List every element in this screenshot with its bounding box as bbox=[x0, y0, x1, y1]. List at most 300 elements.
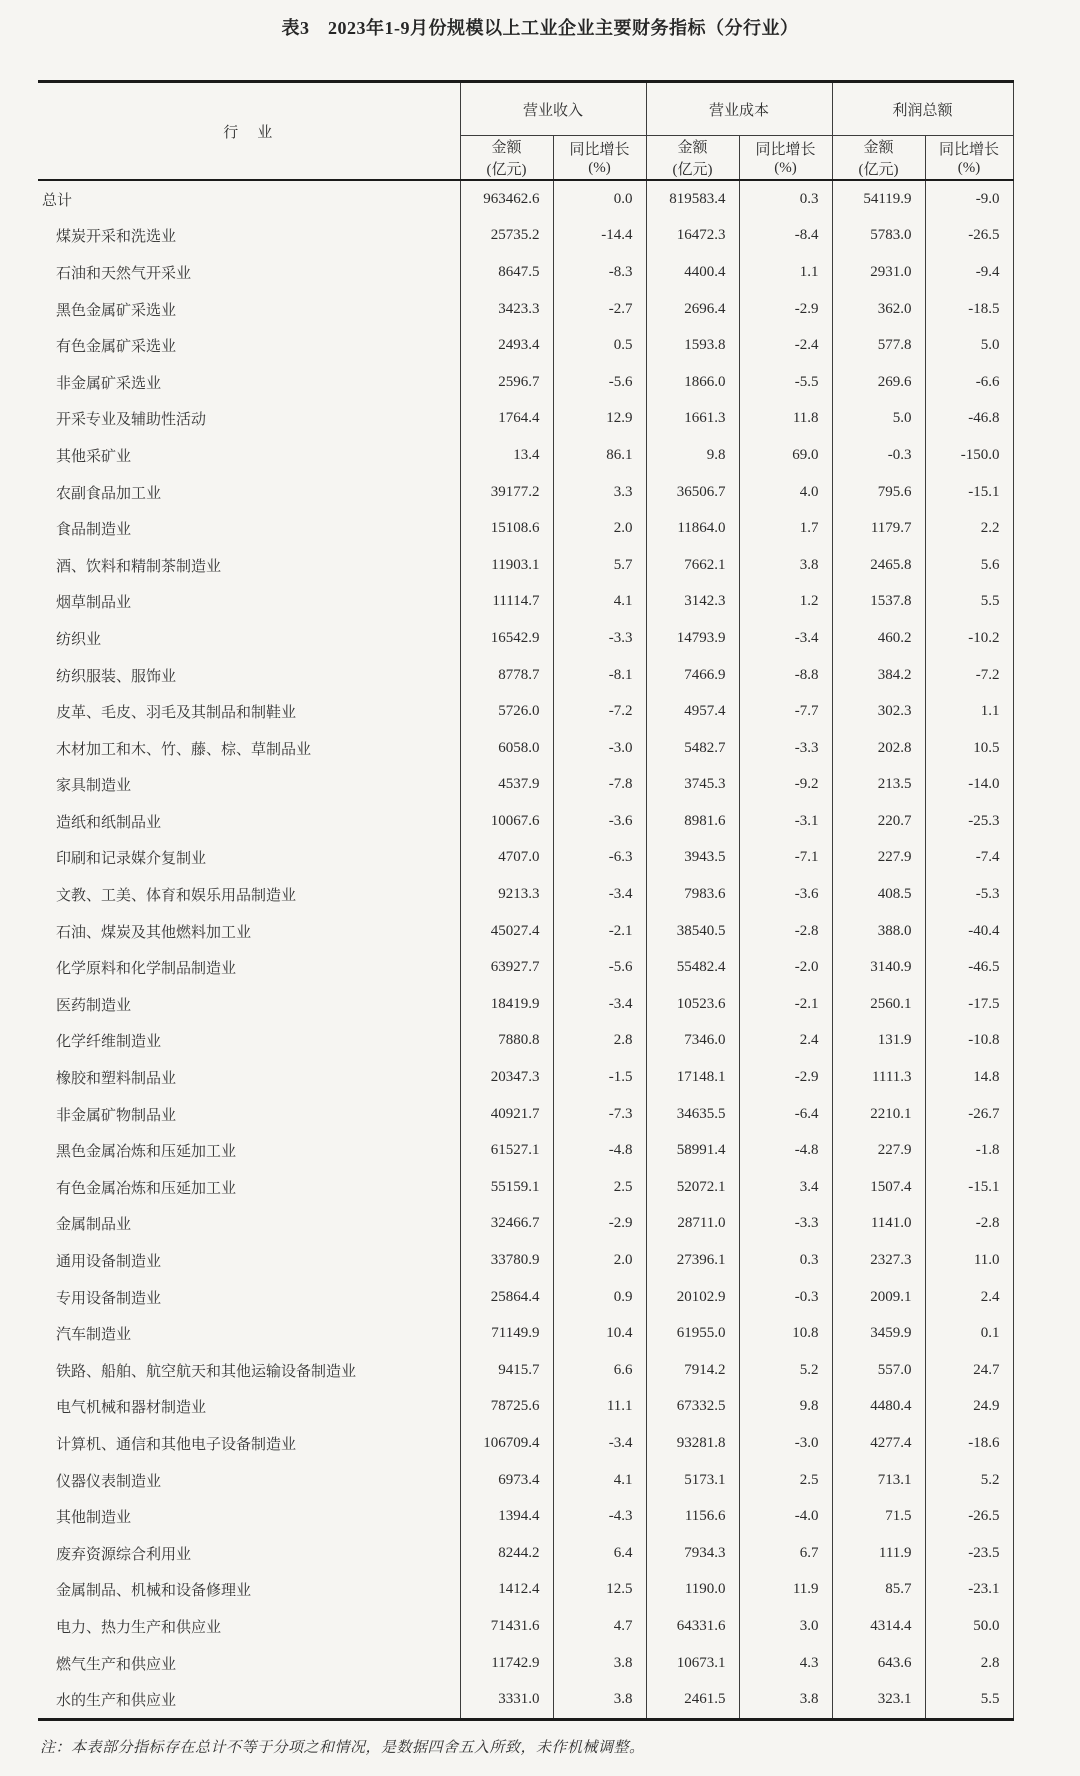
value-cell: -7.2 bbox=[925, 657, 1013, 694]
value-cell: 5.6 bbox=[925, 547, 1013, 584]
value-cell: 4537.9 bbox=[460, 767, 553, 804]
financial-indicators-table bbox=[38, 80, 1014, 1721]
value-cell: 460.2 bbox=[832, 620, 925, 657]
industry-name-cell: 电力、热力生产和供应业 bbox=[38, 1608, 460, 1645]
value-cell: 323.1 bbox=[832, 1681, 925, 1719]
industry-name-cell: 石油和天然气开采业 bbox=[38, 254, 460, 291]
value-cell: 106709.4 bbox=[460, 1425, 553, 1462]
value-cell: 50.0 bbox=[925, 1608, 1013, 1645]
value-cell: 10.5 bbox=[925, 730, 1013, 767]
value-cell: 11.1 bbox=[553, 1389, 646, 1426]
value-cell: 4400.4 bbox=[646, 254, 739, 291]
value-cell: -2.1 bbox=[553, 913, 646, 950]
header-sub-growth: 同比增长 (%) bbox=[739, 136, 832, 181]
table-body bbox=[38, 180, 1013, 1719]
value-cell: 45027.4 bbox=[460, 913, 553, 950]
table-row bbox=[38, 1352, 1013, 1389]
value-cell: 69.0 bbox=[739, 437, 832, 474]
table-row bbox=[38, 1242, 1013, 1279]
table-row bbox=[38, 1206, 1013, 1243]
value-cell: 14793.9 bbox=[646, 620, 739, 657]
value-cell: 577.8 bbox=[832, 327, 925, 364]
value-cell: -18.6 bbox=[925, 1425, 1013, 1462]
value-cell: -14.0 bbox=[925, 767, 1013, 804]
industry-name-cell: 文教、工美、体育和娱乐用品制造业 bbox=[38, 876, 460, 913]
table-row bbox=[38, 840, 1013, 877]
value-cell: 0.0 bbox=[553, 180, 646, 218]
value-cell: 713.1 bbox=[832, 1462, 925, 1499]
value-cell: 131.9 bbox=[832, 1023, 925, 1060]
value-cell: 10523.6 bbox=[646, 986, 739, 1023]
value-cell: 0.3 bbox=[739, 180, 832, 218]
value-cell: 2696.4 bbox=[646, 291, 739, 328]
value-cell: 3.8 bbox=[739, 1681, 832, 1719]
value-cell: 0.5 bbox=[553, 327, 646, 364]
table-row bbox=[38, 1425, 1013, 1462]
value-cell: 6058.0 bbox=[460, 730, 553, 767]
industry-name-cell: 燃气生产和供应业 bbox=[38, 1645, 460, 1682]
industry-name-cell: 通用设备制造业 bbox=[38, 1242, 460, 1279]
value-cell: 64331.6 bbox=[646, 1608, 739, 1645]
table-row bbox=[38, 547, 1013, 584]
industry-name-cell: 金属制品、机械和设备修理业 bbox=[38, 1572, 460, 1609]
value-cell: 0.3 bbox=[739, 1242, 832, 1279]
value-cell: -15.1 bbox=[925, 1169, 1013, 1206]
industry-name-cell: 其他采矿业 bbox=[38, 437, 460, 474]
value-cell: -4.3 bbox=[553, 1498, 646, 1535]
industry-name-cell: 汽车制造业 bbox=[38, 1315, 460, 1352]
value-cell: 8647.5 bbox=[460, 254, 553, 291]
value-cell: 1394.4 bbox=[460, 1498, 553, 1535]
value-cell: 6.4 bbox=[553, 1535, 646, 1572]
value-cell: 3943.5 bbox=[646, 840, 739, 877]
table-row bbox=[38, 1608, 1013, 1645]
value-cell: 2.4 bbox=[925, 1279, 1013, 1316]
value-cell: 5783.0 bbox=[832, 218, 925, 255]
industry-name-cell: 非金属矿物制品业 bbox=[38, 1096, 460, 1133]
value-cell: 10673.1 bbox=[646, 1645, 739, 1682]
value-cell: 5.5 bbox=[925, 584, 1013, 621]
industry-name-cell: 化学原料和化学制品制造业 bbox=[38, 949, 460, 986]
value-cell: -0.3 bbox=[739, 1279, 832, 1316]
value-cell: -3.3 bbox=[739, 730, 832, 767]
value-cell: -46.5 bbox=[925, 949, 1013, 986]
value-cell: 5.2 bbox=[925, 1462, 1013, 1499]
value-cell: 1156.6 bbox=[646, 1498, 739, 1535]
table-row bbox=[38, 1645, 1013, 1682]
value-cell: 3140.9 bbox=[832, 949, 925, 986]
value-cell: 362.0 bbox=[832, 291, 925, 328]
industry-name-cell: 煤炭开采和洗选业 bbox=[38, 218, 460, 255]
value-cell: -3.3 bbox=[553, 620, 646, 657]
value-cell: 7662.1 bbox=[646, 547, 739, 584]
value-cell: 3.8 bbox=[739, 547, 832, 584]
value-cell: 7880.8 bbox=[460, 1023, 553, 1060]
value-cell: 12.5 bbox=[553, 1572, 646, 1609]
value-cell: 9.8 bbox=[739, 1389, 832, 1426]
value-cell: -2.4 bbox=[739, 327, 832, 364]
value-cell: 269.6 bbox=[832, 364, 925, 401]
footnote: 注：本表部分指标存在总计不等于分项之和情况，是数据四舍五入所致，未作机械调整。 bbox=[40, 1740, 645, 1756]
value-cell: 2493.4 bbox=[460, 327, 553, 364]
industry-name-cell: 仪器仪表制造业 bbox=[38, 1462, 460, 1499]
value-cell: 5.2 bbox=[739, 1352, 832, 1389]
industry-name-cell: 其他制造业 bbox=[38, 1498, 460, 1535]
value-cell: -4.8 bbox=[553, 1132, 646, 1169]
value-cell: 17148.1 bbox=[646, 1059, 739, 1096]
value-cell: 2.8 bbox=[553, 1023, 646, 1060]
industry-name-cell: 医药制造业 bbox=[38, 986, 460, 1023]
industry-name-cell: 纺织服装、服饰业 bbox=[38, 657, 460, 694]
value-cell: 6.7 bbox=[739, 1535, 832, 1572]
header-sub-amount: 金额 (亿元) bbox=[832, 136, 925, 181]
header-group-operating-cost: 营业成本 bbox=[646, 82, 832, 136]
industry-name-cell: 石油、煤炭及其他燃料加工业 bbox=[38, 913, 460, 950]
table-row bbox=[38, 291, 1013, 328]
industry-name-cell: 印刷和记录媒介复制业 bbox=[38, 840, 460, 877]
industry-name-cell: 家具制造业 bbox=[38, 767, 460, 804]
value-cell: 643.6 bbox=[832, 1645, 925, 1682]
table-row bbox=[38, 1462, 1013, 1499]
value-cell: -3.0 bbox=[739, 1425, 832, 1462]
value-cell: 1.1 bbox=[925, 693, 1013, 730]
value-cell: 557.0 bbox=[832, 1352, 925, 1389]
value-cell: 5.0 bbox=[925, 327, 1013, 364]
value-cell: -3.4 bbox=[553, 1425, 646, 1462]
value-cell: 202.8 bbox=[832, 730, 925, 767]
value-cell: 32466.7 bbox=[460, 1206, 553, 1243]
value-cell: 10.8 bbox=[739, 1315, 832, 1352]
industry-name-cell: 非金属矿采选业 bbox=[38, 364, 460, 401]
value-cell: -1.8 bbox=[925, 1132, 1013, 1169]
value-cell: 5726.0 bbox=[460, 693, 553, 730]
value-cell: 3.4 bbox=[739, 1169, 832, 1206]
table-row bbox=[38, 1315, 1013, 1352]
industry-name-cell: 开采专业及辅助性活动 bbox=[38, 401, 460, 438]
value-cell: -6.4 bbox=[739, 1096, 832, 1133]
header-sub-amount: 金额 (亿元) bbox=[646, 136, 739, 181]
value-cell: 2.0 bbox=[553, 510, 646, 547]
value-cell: 85.7 bbox=[832, 1572, 925, 1609]
value-cell: 1.2 bbox=[739, 584, 832, 621]
value-cell: 6973.4 bbox=[460, 1462, 553, 1499]
table-row bbox=[38, 1096, 1013, 1133]
value-cell: -15.1 bbox=[925, 474, 1013, 511]
header-group-operating-revenue: 营业收入 bbox=[460, 82, 646, 136]
value-cell: 4314.4 bbox=[832, 1608, 925, 1645]
industry-name-cell: 总计 bbox=[38, 180, 460, 218]
value-cell: 1111.3 bbox=[832, 1059, 925, 1096]
value-cell: -18.5 bbox=[925, 291, 1013, 328]
value-cell: -0.3 bbox=[832, 437, 925, 474]
value-cell: 4.1 bbox=[553, 1462, 646, 1499]
table-row bbox=[38, 401, 1013, 438]
industry-name-cell: 铁路、船舶、航空航天和其他运输设备制造业 bbox=[38, 1352, 460, 1389]
industry-name-cell: 黑色金属冶炼和压延加工业 bbox=[38, 1132, 460, 1169]
value-cell: 2931.0 bbox=[832, 254, 925, 291]
value-cell: -2.8 bbox=[925, 1206, 1013, 1243]
value-cell: 9415.7 bbox=[460, 1352, 553, 1389]
value-cell: -7.3 bbox=[553, 1096, 646, 1133]
value-cell: 2.5 bbox=[739, 1462, 832, 1499]
value-cell: 11903.1 bbox=[460, 547, 553, 584]
header-industry: 行 业 bbox=[38, 82, 460, 181]
value-cell: -3.4 bbox=[553, 876, 646, 913]
value-cell: 2.4 bbox=[739, 1023, 832, 1060]
value-cell: 71431.6 bbox=[460, 1608, 553, 1645]
value-cell: 4480.4 bbox=[832, 1389, 925, 1426]
value-cell: 227.9 bbox=[832, 1132, 925, 1169]
value-cell: -7.1 bbox=[739, 840, 832, 877]
value-cell: -150.0 bbox=[925, 437, 1013, 474]
table-row bbox=[38, 218, 1013, 255]
value-cell: 1412.4 bbox=[460, 1572, 553, 1609]
value-cell: 9.8 bbox=[646, 437, 739, 474]
table-row bbox=[38, 1498, 1013, 1535]
value-cell: 2327.3 bbox=[832, 1242, 925, 1279]
table-row bbox=[38, 254, 1013, 291]
value-cell: -2.1 bbox=[739, 986, 832, 1023]
industry-name-cell: 废弃资源综合利用业 bbox=[38, 1535, 460, 1572]
table-row bbox=[38, 767, 1013, 804]
table-row bbox=[38, 657, 1013, 694]
value-cell: -17.5 bbox=[925, 986, 1013, 1023]
value-cell: 3142.3 bbox=[646, 584, 739, 621]
industry-name-cell: 黑色金属矿采选业 bbox=[38, 291, 460, 328]
value-cell: 1764.4 bbox=[460, 401, 553, 438]
value-cell: 3.0 bbox=[739, 1608, 832, 1645]
value-cell: -7.8 bbox=[553, 767, 646, 804]
value-cell: 2.2 bbox=[925, 510, 1013, 547]
table-row bbox=[38, 1535, 1013, 1572]
table-header bbox=[38, 82, 1013, 181]
value-cell: -23.5 bbox=[925, 1535, 1013, 1572]
value-cell: -7.7 bbox=[739, 693, 832, 730]
value-cell: 7346.0 bbox=[646, 1023, 739, 1060]
value-cell: -9.2 bbox=[739, 767, 832, 804]
value-cell: 4.3 bbox=[739, 1645, 832, 1682]
value-cell: -4.0 bbox=[739, 1498, 832, 1535]
value-cell: 2.5 bbox=[553, 1169, 646, 1206]
industry-name-cell: 化学纤维制造业 bbox=[38, 1023, 460, 1060]
table-row bbox=[38, 620, 1013, 657]
value-cell: 39177.2 bbox=[460, 474, 553, 511]
header-sub-amount: 金额 (亿元) bbox=[460, 136, 553, 181]
value-cell: -2.9 bbox=[553, 1206, 646, 1243]
value-cell: 11.0 bbox=[925, 1242, 1013, 1279]
table-row bbox=[38, 1389, 1013, 1426]
value-cell: -10.2 bbox=[925, 620, 1013, 657]
value-cell: 67332.5 bbox=[646, 1389, 739, 1426]
value-cell: 963462.6 bbox=[460, 180, 553, 218]
value-cell: -23.1 bbox=[925, 1572, 1013, 1609]
value-cell: 24.9 bbox=[925, 1389, 1013, 1426]
value-cell: 11114.7 bbox=[460, 584, 553, 621]
value-cell: 24.7 bbox=[925, 1352, 1013, 1389]
table-row bbox=[38, 1681, 1013, 1719]
value-cell: -3.6 bbox=[739, 876, 832, 913]
header-sub-growth: 同比增长 (%) bbox=[925, 136, 1013, 181]
value-cell: 1866.0 bbox=[646, 364, 739, 401]
value-cell: 63927.7 bbox=[460, 949, 553, 986]
value-cell: 7466.9 bbox=[646, 657, 739, 694]
value-cell: -9.4 bbox=[925, 254, 1013, 291]
table-row bbox=[38, 986, 1013, 1023]
industry-name-cell: 木材加工和木、竹、藤、棕、草制品业 bbox=[38, 730, 460, 767]
value-cell: 7934.3 bbox=[646, 1535, 739, 1572]
value-cell: 3.8 bbox=[553, 1681, 646, 1719]
table-row bbox=[38, 876, 1013, 913]
value-cell: 36506.7 bbox=[646, 474, 739, 511]
value-cell: 1.1 bbox=[739, 254, 832, 291]
value-cell: 2560.1 bbox=[832, 986, 925, 1023]
value-cell: 5.0 bbox=[832, 401, 925, 438]
value-cell: 8244.2 bbox=[460, 1535, 553, 1572]
industry-name-cell: 有色金属矿采选业 bbox=[38, 327, 460, 364]
value-cell: 5173.1 bbox=[646, 1462, 739, 1499]
table-row bbox=[38, 1132, 1013, 1169]
industry-name-cell: 有色金属冶炼和压延加工业 bbox=[38, 1169, 460, 1206]
value-cell: -3.1 bbox=[739, 803, 832, 840]
value-cell: 3745.3 bbox=[646, 767, 739, 804]
value-cell: 15108.6 bbox=[460, 510, 553, 547]
value-cell: -7.2 bbox=[553, 693, 646, 730]
value-cell: 16542.9 bbox=[460, 620, 553, 657]
value-cell: 3.3 bbox=[553, 474, 646, 511]
value-cell: 408.5 bbox=[832, 876, 925, 913]
value-cell: 20347.3 bbox=[460, 1059, 553, 1096]
value-cell: 7983.6 bbox=[646, 876, 739, 913]
value-cell: 111.9 bbox=[832, 1535, 925, 1572]
value-cell: 14.8 bbox=[925, 1059, 1013, 1096]
value-cell: 11.9 bbox=[739, 1572, 832, 1609]
value-cell: 8981.6 bbox=[646, 803, 739, 840]
value-cell: 4277.4 bbox=[832, 1425, 925, 1462]
value-cell: -3.3 bbox=[739, 1206, 832, 1243]
value-cell: 5.7 bbox=[553, 547, 646, 584]
value-cell: 1507.4 bbox=[832, 1169, 925, 1206]
value-cell: -26.7 bbox=[925, 1096, 1013, 1133]
value-cell: 93281.8 bbox=[646, 1425, 739, 1462]
value-cell: -26.5 bbox=[925, 218, 1013, 255]
value-cell: -2.8 bbox=[739, 913, 832, 950]
value-cell: 1593.8 bbox=[646, 327, 739, 364]
value-cell: 2009.1 bbox=[832, 1279, 925, 1316]
value-cell: 0.9 bbox=[553, 1279, 646, 1316]
value-cell: 12.9 bbox=[553, 401, 646, 438]
table-row bbox=[38, 437, 1013, 474]
industry-name-cell: 造纸和纸制品业 bbox=[38, 803, 460, 840]
value-cell: 220.7 bbox=[832, 803, 925, 840]
value-cell: 4.0 bbox=[739, 474, 832, 511]
value-cell: 16472.3 bbox=[646, 218, 739, 255]
value-cell: 58991.4 bbox=[646, 1132, 739, 1169]
value-cell: 71149.9 bbox=[460, 1315, 553, 1352]
value-cell: 78725.6 bbox=[460, 1389, 553, 1426]
value-cell: -2.7 bbox=[553, 291, 646, 328]
page-title: 表3 2023年1-9月份规模以上工业企业主要财务指标（分行业） bbox=[281, 18, 799, 38]
header-sub-growth: 同比增长 (%) bbox=[553, 136, 646, 181]
industry-name-cell: 皮革、毛皮、羽毛及其制品和制鞋业 bbox=[38, 693, 460, 730]
value-cell: 20102.9 bbox=[646, 1279, 739, 1316]
value-cell: 819583.4 bbox=[646, 180, 739, 218]
value-cell: 28711.0 bbox=[646, 1206, 739, 1243]
value-cell: -5.5 bbox=[739, 364, 832, 401]
value-cell: 25735.2 bbox=[460, 218, 553, 255]
value-cell: 2461.5 bbox=[646, 1681, 739, 1719]
value-cell: 2596.7 bbox=[460, 364, 553, 401]
value-cell: -14.4 bbox=[553, 218, 646, 255]
value-cell: -2.0 bbox=[739, 949, 832, 986]
value-cell: 302.3 bbox=[832, 693, 925, 730]
value-cell: 6.6 bbox=[553, 1352, 646, 1389]
value-cell: -40.4 bbox=[925, 913, 1013, 950]
value-cell: 795.6 bbox=[832, 474, 925, 511]
table-row bbox=[38, 474, 1013, 511]
value-cell: 5482.7 bbox=[646, 730, 739, 767]
table-row bbox=[38, 510, 1013, 547]
industry-name-cell: 农副食品加工业 bbox=[38, 474, 460, 511]
value-cell: 11864.0 bbox=[646, 510, 739, 547]
value-cell: 213.5 bbox=[832, 767, 925, 804]
value-cell: 4707.0 bbox=[460, 840, 553, 877]
table-row bbox=[38, 913, 1013, 950]
value-cell: 11.8 bbox=[739, 401, 832, 438]
value-cell: 384.2 bbox=[832, 657, 925, 694]
value-cell: 11742.9 bbox=[460, 1645, 553, 1682]
value-cell: -6.3 bbox=[553, 840, 646, 877]
value-cell: 3331.0 bbox=[460, 1681, 553, 1719]
value-cell: 4.1 bbox=[553, 584, 646, 621]
value-cell: -3.4 bbox=[739, 620, 832, 657]
value-cell: 1537.8 bbox=[832, 584, 925, 621]
value-cell: 5.5 bbox=[925, 1681, 1013, 1719]
value-cell: 2.8 bbox=[925, 1645, 1013, 1682]
value-cell: 33780.9 bbox=[460, 1242, 553, 1279]
value-cell: -10.8 bbox=[925, 1023, 1013, 1060]
value-cell: 1141.0 bbox=[832, 1206, 925, 1243]
value-cell: -8.8 bbox=[739, 657, 832, 694]
value-cell: 4.7 bbox=[553, 1608, 646, 1645]
value-cell: -2.9 bbox=[739, 1059, 832, 1096]
value-cell: 40921.7 bbox=[460, 1096, 553, 1133]
value-cell: 18419.9 bbox=[460, 986, 553, 1023]
value-cell: 2.0 bbox=[553, 1242, 646, 1279]
table-row bbox=[38, 180, 1013, 218]
industry-name-cell: 烟草制品业 bbox=[38, 584, 460, 621]
value-cell: 3459.9 bbox=[832, 1315, 925, 1352]
value-cell: 8778.7 bbox=[460, 657, 553, 694]
industry-name-cell: 橡胶和塑料制品业 bbox=[38, 1059, 460, 1096]
value-cell: 2465.8 bbox=[832, 547, 925, 584]
value-cell: 2210.1 bbox=[832, 1096, 925, 1133]
value-cell: 227.9 bbox=[832, 840, 925, 877]
table-row bbox=[38, 693, 1013, 730]
value-cell: -9.0 bbox=[925, 180, 1013, 218]
value-cell: 55482.4 bbox=[646, 949, 739, 986]
value-cell: 4957.4 bbox=[646, 693, 739, 730]
table-row bbox=[38, 1572, 1013, 1609]
value-cell: 7914.2 bbox=[646, 1352, 739, 1389]
industry-name-cell: 专用设备制造业 bbox=[38, 1279, 460, 1316]
value-cell: 61527.1 bbox=[460, 1132, 553, 1169]
industry-name-cell: 金属制品业 bbox=[38, 1206, 460, 1243]
industry-name-cell: 计算机、通信和其他电子设备制造业 bbox=[38, 1425, 460, 1462]
table-row bbox=[38, 364, 1013, 401]
value-cell: 10.4 bbox=[553, 1315, 646, 1352]
value-cell: 9213.3 bbox=[460, 876, 553, 913]
table-row bbox=[38, 327, 1013, 364]
